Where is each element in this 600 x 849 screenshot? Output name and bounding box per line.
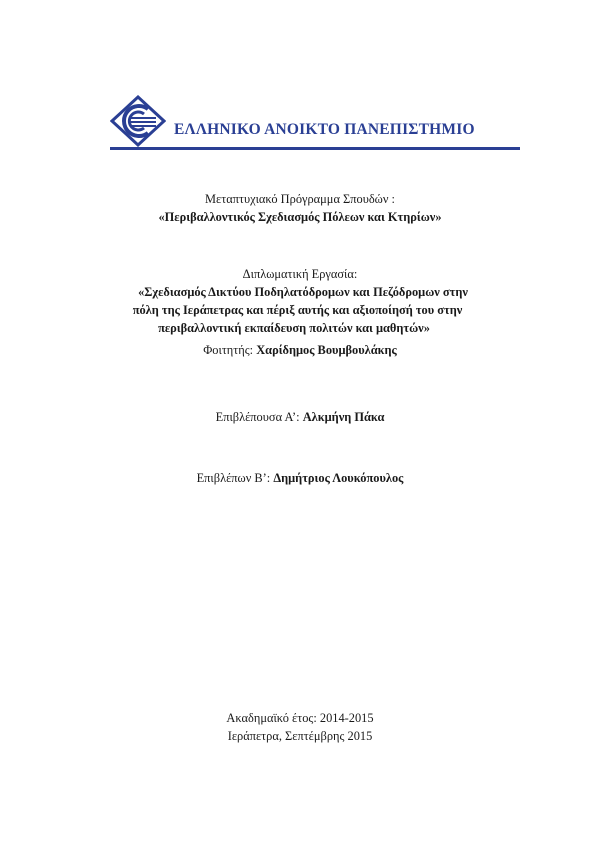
place-date: Ιεράπετρα, Σεπτέμβρης 2015 xyxy=(227,729,373,743)
thesis-block xyxy=(0,265,600,337)
program-block xyxy=(0,190,600,226)
supervisor-b-label: Επιβλέπων Β’: xyxy=(196,471,271,485)
thesis-title-line: περιβαλλοντική εκπαίδευση πολιτών και μαθητών» xyxy=(158,321,430,335)
program-label: Μεταπτυχιακό Πρόγραμμα Σπουδών : xyxy=(205,192,395,206)
thesis-title-line: πόλη της Ιεράπετρας και πέριξ αυτής και αξιοποίησή του στην xyxy=(132,303,463,317)
student-block xyxy=(0,341,600,359)
university-logo-icon xyxy=(110,95,166,147)
footer-block xyxy=(0,709,600,745)
supervisor-a-label: Επιβλέπουσα Α’: xyxy=(215,410,300,424)
student-label: Φοιτητής: xyxy=(203,343,254,357)
thesis-label: Διπλωματική Εργασία: xyxy=(242,267,358,281)
header-divider xyxy=(110,147,520,150)
supervisor-b-name: Δημήτριος Λουκόπουλος xyxy=(273,471,404,485)
student-name: Χαρίδημος Βουμβουλάκης xyxy=(256,343,397,357)
academic-year: Ακαδημαϊκό έτος: 2014-2015 xyxy=(226,711,374,725)
supervisor-a-name: Αλκμήνη Πάκα xyxy=(302,410,385,424)
supervisor-a-block xyxy=(0,408,600,426)
thesis-title-line: «Σχεδιασμός Δικτύου Ποδηλατόδρομων και Πεζόδρομων στην xyxy=(138,285,468,299)
university-header xyxy=(110,95,520,155)
supervisor-b-block xyxy=(0,469,600,487)
program-name: «Περιβαλλοντικός Σχεδιασμός Πόλεων και Κτηρίων» xyxy=(158,210,442,224)
university-name: ΕΛΛΗΝΙΚΟ ΑΝΟΙΚΤΟ ΠΑΝΕΠΙΣΤΗΜΙΟ xyxy=(174,121,475,138)
